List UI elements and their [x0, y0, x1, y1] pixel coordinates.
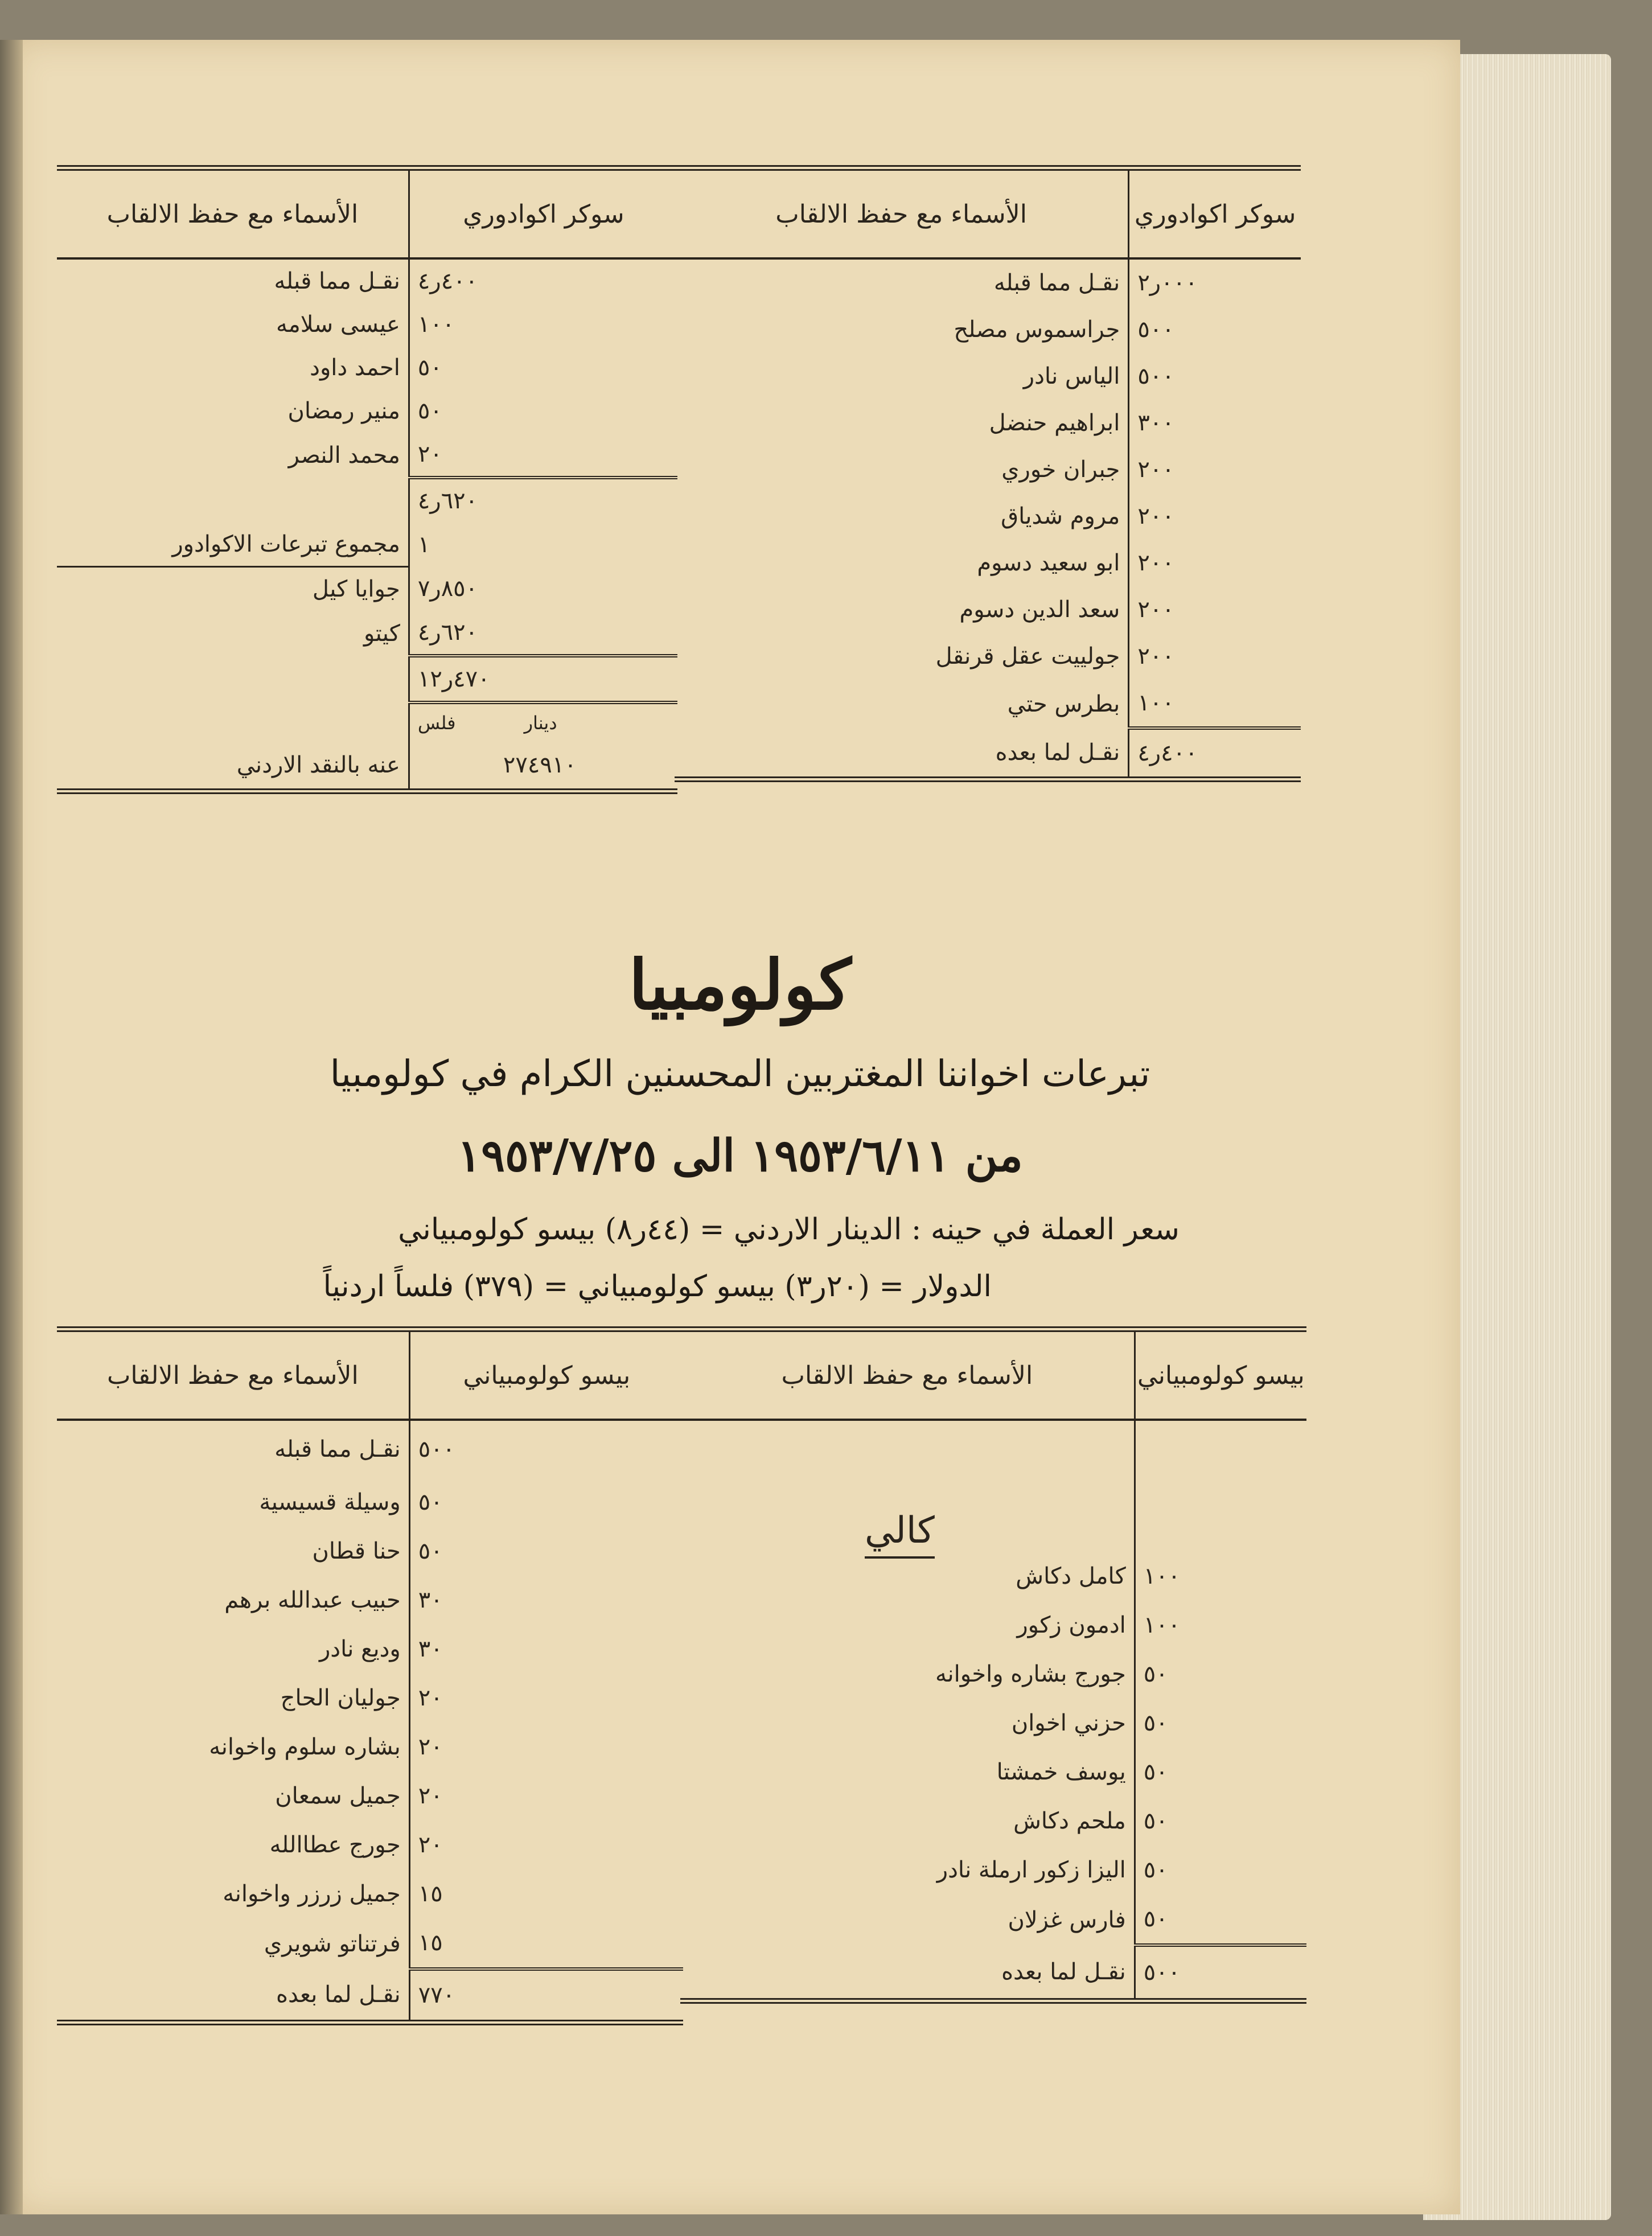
table-row [675, 728, 1301, 779]
amount-cell: ٥٠ [1135, 1748, 1306, 1797]
amount-cell: ٤٠٠ر٤ [409, 258, 677, 303]
jordan-total-row [57, 742, 677, 791]
table-row [57, 1820, 683, 1869]
column-header-amount: سوكر اكوادوري [1129, 168, 1301, 258]
table-row [57, 258, 677, 303]
section-title: كولومبيا [628, 945, 852, 1025]
amount-cell: ٥٠٠ [409, 1420, 683, 1478]
table-row [57, 1420, 683, 1478]
column-header-amount: سوكر اكوادوري [409, 168, 677, 258]
table-row [680, 1650, 1306, 1699]
table-row [675, 446, 1301, 493]
amount-cell: ٥٠٠ [1129, 306, 1301, 353]
amount-cell: ٥٠ [409, 1527, 683, 1576]
table-row [675, 586, 1301, 633]
amount-cell: ٢٠ [409, 1723, 683, 1771]
amount-cell: ٢٠٠ [1129, 586, 1301, 633]
table-row [57, 611, 677, 656]
colombia-table-left [57, 1326, 683, 2025]
table-row [57, 1478, 683, 1527]
table-row [675, 306, 1301, 353]
book-binding [0, 40, 23, 2214]
name-cell: كامل دكاش [1016, 1563, 1126, 1589]
name-cell: ابو سعيد دسوم [977, 550, 1120, 576]
table-row [57, 303, 677, 346]
city-heading: كالي [865, 1510, 935, 1559]
amount-cell: ٣٠٠ [1129, 400, 1301, 446]
name-cell: وسيلة قسيسية [259, 1489, 401, 1515]
amount-cell: ١٠٠ [1129, 680, 1301, 728]
table-row [57, 1918, 683, 1969]
table-row [57, 478, 677, 523]
amount-cell: ٢٠ [409, 1771, 683, 1820]
amount-cell: ٥٠ [409, 346, 677, 389]
amount-cell: ٣٠ [409, 1576, 683, 1625]
column-header-names: الأسماء مع حفظ الالقاب [675, 168, 1129, 258]
name-cell: احمد داود [310, 355, 400, 381]
name-cell: حزني اخوان [1011, 1710, 1126, 1736]
table-row [680, 1748, 1306, 1797]
table-row [680, 1945, 1306, 2001]
amount-cell: ١ [409, 523, 677, 567]
date-range: من ١٩٥٣/٦/١١ الى ١٩٥٣/٧/٢٥ [457, 1130, 1023, 1182]
name-cell: فارس غزلان [1008, 1906, 1126, 1933]
column-header-names: الأسماء مع حفظ الالقاب [57, 1329, 409, 1420]
table-row [57, 1625, 683, 1674]
name-cell: يوسف خمشتا [996, 1759, 1126, 1785]
table-row [675, 400, 1301, 446]
amount-cell: ٢٠ [409, 433, 677, 478]
name-cell: نقـل لما بعده [57, 1969, 409, 2023]
table-row [675, 540, 1301, 586]
amount-cell: ٥٠ [1135, 1797, 1306, 1845]
name-cell: نقـل مما قبله [274, 1436, 401, 1462]
name-cell [57, 478, 409, 523]
name-cell: بشاره سلوم واخوانه [209, 1734, 401, 1760]
table-row [57, 1771, 683, 1820]
amount-cell: ٥٠٠ [1129, 353, 1301, 400]
table-row [57, 1869, 683, 1918]
amount-cell: ٠٠٠ر٢ [1129, 258, 1301, 306]
name-cell: الياس نادر [1023, 363, 1120, 389]
column-header-amount: بيسو كولومبياني [409, 1329, 683, 1420]
city-heading-row [680, 1420, 1306, 1552]
table-row [680, 1845, 1306, 1894]
name-cell: سعد الدين دسوم [959, 597, 1120, 623]
table-row [57, 523, 677, 567]
amount-cell: ٥٠ [1135, 1699, 1306, 1748]
name-cell: حبيب عبدالله برهم [224, 1587, 401, 1613]
table-row [57, 567, 677, 611]
amount-cell: ٢٠٠ [1129, 493, 1301, 540]
amount-cell: ٥٠ [409, 1478, 683, 1527]
name-cell: ملحم دكاش [1013, 1808, 1126, 1834]
table-row [57, 389, 677, 433]
name-cell: نقـل مما قبله [993, 270, 1120, 296]
amount-cell: ٢٠٠ [1129, 540, 1301, 586]
amount-cell: ٥٠ [409, 389, 677, 433]
table-row [680, 1552, 1306, 1601]
exchange-rate-line-1: سعر العملة في حينه : الدينار الاردني = (٤٤ر٨) بيسو كولومبياني [398, 1212, 1180, 1247]
table-row [680, 1797, 1306, 1845]
table-row [680, 1894, 1306, 1945]
fils-label: فلس [417, 712, 456, 734]
colombia-table-right [680, 1326, 1306, 2004]
amount-cell: ٥٠ [1135, 1650, 1306, 1699]
amount-cell: ٦٢٠ر٤ [409, 478, 677, 523]
amount-cell: ٤٠٠ر٤ [1129, 728, 1301, 779]
amount-cell: ٥٠ [1135, 1894, 1306, 1945]
table-row [675, 493, 1301, 540]
exchange-rate-line-2: الدولار = (٢٠ر٣) بيسو كولومبياني = (٣٧٩) فلساً اردنياً [323, 1269, 992, 1304]
table-row [57, 1969, 683, 2023]
table-row [675, 680, 1301, 728]
name-cell: ابراهيم حنضل [989, 410, 1120, 436]
currency-labels [409, 702, 677, 742]
name-cell: مجموع تبرعات الاكوادور [57, 523, 409, 567]
ecuador-table-left [57, 165, 677, 794]
amount-cell: ٥٠٠ [1135, 1945, 1306, 2001]
table-row [675, 353, 1301, 400]
amount-cell: ١٠٠ [409, 303, 677, 346]
amount-cell: ٢٠ [409, 1674, 683, 1723]
jordan-dinar: ٢٧٤ [503, 752, 540, 778]
amount-cell: ٢٠٠ [1129, 633, 1301, 680]
amount-cell: ٦٢٠ر٤ [409, 611, 677, 656]
name-cell: جوليان الحاج [280, 1685, 401, 1711]
name-cell: جولييت عقل قرنقل [935, 643, 1120, 669]
amount-cell: ٢٠٠ [1129, 446, 1301, 493]
table-row [57, 1576, 683, 1625]
column-header-amount: بيسو كولومبياني [1135, 1329, 1306, 1420]
name-cell: جميل زرزر واخوانه [223, 1881, 401, 1907]
name-cell: نقـل مما قبله [274, 268, 400, 294]
name-cell: جراسموس مصلح [954, 317, 1120, 343]
table-row [680, 1601, 1306, 1650]
name-cell: اليزا زكور ارملة نادر [936, 1857, 1126, 1883]
table-row [675, 258, 1301, 306]
column-header-names: الأسماء مع حفظ الالقاب [57, 168, 409, 258]
table-row [57, 1527, 683, 1576]
name-cell: مروم شدياق [1001, 503, 1120, 529]
table-row [57, 656, 677, 702]
name-cell: جميل سمعان [275, 1783, 401, 1809]
name-cell: ادمون زكور [1017, 1612, 1126, 1638]
name-cell: وديع نادر [319, 1636, 401, 1662]
name-cell: كيتو [364, 620, 400, 647]
name-cell: بطرس حتي [1007, 690, 1120, 717]
amount-cell: ١٥ [409, 1918, 683, 1969]
name-cell: نقـل لما بعده [680, 1945, 1135, 2001]
table-row [675, 633, 1301, 680]
table-row [57, 433, 677, 478]
dinar-label: دينار [524, 712, 557, 734]
amount-cell: ٤٧٠ر١٢ [409, 656, 677, 702]
name-cell: نقـل لما بعده [675, 728, 1129, 779]
ecuador-table-right [675, 165, 1301, 782]
amount-cell: ١٠٠ [1135, 1601, 1306, 1650]
name-cell: جورج بشاره واخوانه [935, 1661, 1126, 1687]
name-cell: فرتناتو شويري [264, 1930, 401, 1957]
name-cell: جوايا كيل [312, 576, 400, 602]
column-header-names: الأسماء مع حفظ الالقاب [680, 1329, 1135, 1420]
amount-cell: ٥٠ [1135, 1845, 1306, 1894]
jordan-amount [409, 742, 677, 791]
amount-cell: ٢٠ [409, 1820, 683, 1869]
table-row [57, 346, 677, 389]
jordan-fils: ٩١٠ [540, 752, 577, 778]
name-cell: عيسى سلامه [276, 311, 400, 338]
amount-cell: ٣٠ [409, 1625, 683, 1674]
table-row [680, 1699, 1306, 1748]
name-cell: حنا قطان [312, 1538, 401, 1564]
amount-cell: ٨٥٠ر٧ [409, 567, 677, 611]
jordan-label: عنه بالنقد الاردني [57, 742, 409, 791]
section-subtitle: تبرعات اخواننا المغتربين المحسنين الكرام في كولومبيا [330, 1053, 1150, 1095]
name-cell: منير رمضان [287, 398, 400, 424]
name-cell [57, 656, 409, 702]
table-row [57, 1674, 683, 1723]
amount-cell: ١٠٠ [1135, 1552, 1306, 1601]
name-cell: جبران خوري [1001, 457, 1120, 483]
name-cell: محمد النصر [288, 442, 400, 468]
name-cell: جورج عطاالله [269, 1832, 401, 1858]
currency-header-row [57, 702, 677, 742]
amount-cell: ٧٧٠ [409, 1969, 683, 2023]
amount-cell: ١٥ [409, 1869, 683, 1918]
table-row [57, 1723, 683, 1771]
